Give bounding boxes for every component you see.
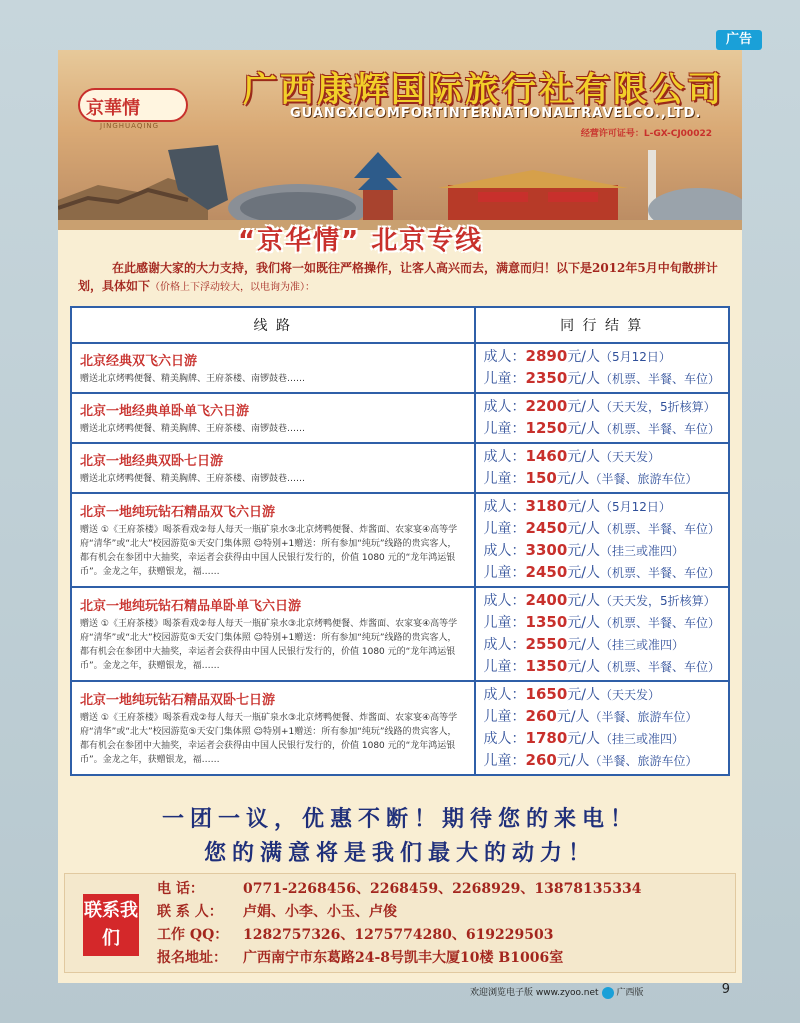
- price-amount: 1460: [525, 447, 568, 465]
- footer-brand: 广西版: [616, 988, 644, 998]
- intro-body: 在此感谢大家的大力支持，我们将一如既往严格操作，让客人高兴而去，满意而归！以下是2012年5月中旬散拼计划，具体如下: [78, 261, 718, 293]
- price-table: [70, 306, 730, 776]
- table-row: [71, 443, 729, 493]
- price-note: （机票、半餐、车位）: [599, 422, 720, 436]
- poster: [58, 50, 742, 983]
- contact-address-label: 报名地址：: [157, 950, 227, 966]
- price-amount: 2890: [525, 347, 568, 365]
- price-cell: [475, 681, 729, 775]
- price-amount: 260: [525, 707, 557, 725]
- contact-person-value: 卢娟、小李、小玉、卢俊: [243, 904, 397, 920]
- column-header-route: 线 路: [71, 307, 475, 343]
- price-audience: 儿童：: [483, 371, 526, 387]
- price-note: （5月12日）: [599, 350, 671, 364]
- price-audience: 成人：: [483, 637, 526, 653]
- price-amount: 2400: [525, 591, 568, 609]
- contact-person: [157, 901, 642, 924]
- contact-qq-value: 1282757326、1275774280、619229503: [243, 927, 554, 943]
- route-name: 北京一地经典双卧七日游: [80, 454, 224, 469]
- beijing-landmarks-illustration: [58, 130, 742, 230]
- price-note: （机票、半餐、车位）: [599, 566, 720, 580]
- price-note: （天天发）: [599, 688, 660, 702]
- route-description: 赠送 ①《王府茶楼》喝茶看戏②每人每天一瓶矿泉水③北京烤鸭便餐、炸酱面、农家宴④高等学府“清华”或“北大”校园游览⑤天安门集体照 ☺特别+1赠送：所有参加“纯玩”线路的贵宾客人，都有机会在参团中大抽奖，幸运者会获得由中国人民银行发行的，价值 1080 元的“龙年鸿运银币”。金龙之年，获赠银龙，福……: [80, 713, 458, 765]
- contact-address-value: 广西南宁市东葛路24-8号凯丰大厦10楼 B1006室: [243, 950, 564, 966]
- price-amount: 3180: [525, 497, 568, 515]
- price-unit: 元/人: [567, 659, 600, 675]
- price-note: （挂三或准四）: [599, 732, 684, 746]
- price-note: （挂三或准四）: [599, 638, 684, 652]
- price-note: （半餐、旅游车位）: [589, 472, 698, 486]
- route-description: 赠送北京烤鸭便餐、精美胸牌、王府茶楼、南锣鼓巷……: [80, 474, 306, 484]
- route-name: 北京一地纯玩钻石精品单卧单飞六日游: [80, 599, 302, 614]
- price-unit: 元/人: [556, 709, 590, 725]
- route-name: 北京一地纯玩钻石精品双飞六日游: [80, 505, 276, 520]
- price-line: [484, 346, 720, 368]
- price-audience: 成人：: [483, 449, 526, 465]
- price-audience: 儿童：: [483, 471, 526, 487]
- price-line: [484, 496, 720, 518]
- price-audience: 成人：: [483, 349, 526, 365]
- price-cell: [475, 393, 729, 443]
- price-unit: 元/人: [567, 637, 600, 653]
- price-amount: 260: [525, 751, 557, 769]
- price-audience: 成人：: [483, 543, 526, 559]
- brand-logo-text: 京華情: [86, 98, 140, 119]
- price-note: （机票、半餐、车位）: [599, 616, 720, 630]
- table-row: [71, 393, 729, 443]
- route-title: “京华情” 北京专线: [238, 226, 484, 256]
- table-row: [71, 493, 729, 587]
- price-line: [484, 656, 720, 678]
- price-unit: 元/人: [567, 731, 600, 747]
- route-name: 北京经典双飞六日游: [80, 354, 198, 369]
- route-description: 赠送北京烤鸭便餐、精美胸牌、王府茶楼、南锣鼓巷……: [80, 424, 306, 434]
- price-amount: 1350: [525, 613, 568, 631]
- price-audience: 儿童：: [483, 565, 526, 581]
- page-number: 9: [721, 982, 730, 997]
- price-unit: 元/人: [567, 371, 600, 387]
- price-note: （5月12日）: [599, 500, 671, 514]
- route-cell: [71, 681, 475, 775]
- price-line: [484, 612, 720, 634]
- ad-tag: 广告: [716, 30, 762, 50]
- price-unit: 元/人: [567, 521, 600, 537]
- contact-person-label: 联 系 人：: [157, 904, 223, 920]
- company-name-cn: 广西康辉国际旅行社有限公司: [243, 70, 724, 110]
- price-line: [484, 728, 720, 750]
- intro-text: [78, 259, 722, 297]
- price-unit: 元/人: [567, 565, 600, 581]
- price-table-body: [71, 343, 729, 775]
- price-amount: 2200: [525, 397, 568, 415]
- table-row: [71, 343, 729, 393]
- price-note: （天天发，5折核算）: [599, 594, 716, 608]
- hero-banner: [58, 50, 742, 230]
- contact-badge-text: 联系我们: [84, 900, 138, 949]
- contact-lines: [157, 878, 642, 970]
- price-audience: 儿童：: [483, 521, 526, 537]
- price-line: [484, 368, 720, 390]
- route-name: 北京一地纯玩钻石精品双卧七日游: [80, 693, 276, 708]
- price-unit: 元/人: [567, 543, 600, 559]
- price-amount: 150: [525, 469, 557, 487]
- price-unit: 元/人: [567, 399, 600, 415]
- contact-phone-label: 电 话：: [157, 881, 204, 897]
- price-line: [484, 750, 720, 772]
- route-cell: [71, 393, 475, 443]
- footer: [470, 985, 644, 999]
- route-cell: [71, 443, 475, 493]
- contact-phone: [157, 878, 642, 901]
- price-line: [484, 590, 720, 612]
- price-audience: 儿童：: [483, 709, 526, 725]
- price-audience: 成人：: [483, 593, 526, 609]
- table-row: [71, 681, 729, 775]
- contact-qq-label: 工作 QQ：: [157, 927, 229, 943]
- price-unit: 元/人: [567, 615, 600, 631]
- contact-panel: [64, 873, 736, 973]
- price-cell: [475, 443, 729, 493]
- price-note: （天天发，5折核算）: [599, 400, 716, 414]
- price-line: [484, 396, 720, 418]
- price-line: [484, 468, 720, 490]
- price-unit: 元/人: [567, 421, 600, 437]
- price-amount: 1350: [525, 657, 568, 675]
- price-unit: 元/人: [567, 349, 600, 365]
- price-note: （机票、半餐、车位）: [599, 372, 720, 386]
- price-line: [484, 418, 720, 440]
- price-line: [484, 706, 720, 728]
- price-note: （机票、半餐、车位）: [599, 522, 720, 536]
- slogan-line-1: 一团一议，优惠不断！期待您的来电！: [161, 806, 638, 832]
- contact-address: [157, 947, 642, 970]
- route-name: 北京一地经典单卧单飞六日游: [80, 404, 250, 419]
- price-cell: [475, 587, 729, 681]
- price-audience: 成人：: [483, 499, 526, 515]
- price-line: [484, 562, 720, 584]
- price-audience: 儿童：: [483, 753, 526, 769]
- footer-text: 欢迎浏览电子版 www.zyoo.net: [470, 988, 599, 998]
- price-amount: 2350: [525, 369, 568, 387]
- price-line: [484, 540, 720, 562]
- price-unit: 元/人: [567, 593, 600, 609]
- contact-qq: [157, 924, 642, 947]
- footer-brand-icon: [602, 987, 614, 999]
- route-description: 赠送 ①《王府茶楼》喝茶看戏②每人每天一瓶矿泉水③北京烤鸭便餐、炸酱面、农家宴④高等学府“清华”或“北大”校园游览⑤天安门集体照 ☺特别+1赠送：所有参加“纯玩”线路的贵宾客人，都有机会在参团中大抽奖，幸运者会获得由中国人民银行发行的，价值 1080 元的“龙年鸿运银币”。金龙之年，获赠银龙，福……: [80, 525, 458, 577]
- brand-logo-subtext: JINGHUAQING: [100, 122, 160, 130]
- price-amount: 2450: [525, 519, 568, 537]
- price-audience: 儿童：: [483, 615, 526, 631]
- price-note: （半餐、旅游车位）: [589, 754, 698, 768]
- price-amount: 1650: [525, 685, 568, 703]
- route-cell: [71, 587, 475, 681]
- price-note: （机票、半餐、车位）: [599, 660, 720, 674]
- price-unit: 元/人: [556, 753, 590, 769]
- price-amount: 3300: [525, 541, 568, 559]
- price-audience: 儿童：: [483, 659, 526, 675]
- price-audience: 儿童：: [483, 421, 526, 437]
- route-cell: [71, 493, 475, 587]
- price-unit: 元/人: [567, 499, 600, 515]
- price-line: [484, 684, 720, 706]
- slogan-line-2: 您的满意将是我们最大的动力！: [203, 840, 596, 866]
- price-cell: [475, 343, 729, 393]
- route-description: 赠送 ①《王府茶楼》喝茶看戏②每人每天一瓶矿泉水③北京烤鸭便餐、炸酱面、农家宴④高等学府“清华”或“北大”校园游览⑤天安门集体照 ☺特别+1赠送：所有参加“纯玩”线路的贵宾客人，都有机会在参团中大抽奖，幸运者会获得由中国人民银行发行的，价值 1080 元的“龙年鸿运银币”。金龙之年，获赠银龙，福……: [80, 619, 458, 671]
- price-note: （挂三或准四）: [599, 544, 684, 558]
- price-note: （天天发）: [599, 450, 660, 464]
- price-amount: 2550: [525, 635, 568, 653]
- price-line: [484, 518, 720, 540]
- price-amount: 1780: [525, 729, 568, 747]
- route-description: 赠送北京烤鸭便餐、精美胸牌、王府茶楼、南锣鼓巷……: [80, 374, 306, 384]
- price-audience: 成人：: [483, 399, 526, 415]
- price-unit: 元/人: [567, 449, 600, 465]
- intro-note: （价格上下浮动较大，以电询为准）：: [150, 282, 316, 293]
- company-name-en: GUANGXICOMFORTINTERNATIONALTRAVELCO.,LTD.: [290, 106, 702, 121]
- license-number: 经营许可证号：L-GX-CJ00022: [580, 129, 712, 139]
- price-note: （半餐、旅游车位）: [589, 710, 698, 724]
- price-unit: 元/人: [556, 471, 590, 487]
- column-header-price: 同 行 结 算: [475, 307, 729, 343]
- price-cell: [475, 493, 729, 587]
- contact-badge: [83, 894, 139, 956]
- contact-phone-value: 0771-2268456、2268459、2268929、13878135334: [243, 881, 642, 897]
- price-amount: 2450: [525, 563, 568, 581]
- price-audience: 成人：: [483, 731, 526, 747]
- price-line: [484, 446, 720, 468]
- price-audience: 成人：: [483, 687, 526, 703]
- route-cell: [71, 343, 475, 393]
- table-row: [71, 587, 729, 681]
- price-unit: 元/人: [567, 687, 600, 703]
- price-line: [484, 634, 720, 656]
- price-amount: 1250: [525, 419, 568, 437]
